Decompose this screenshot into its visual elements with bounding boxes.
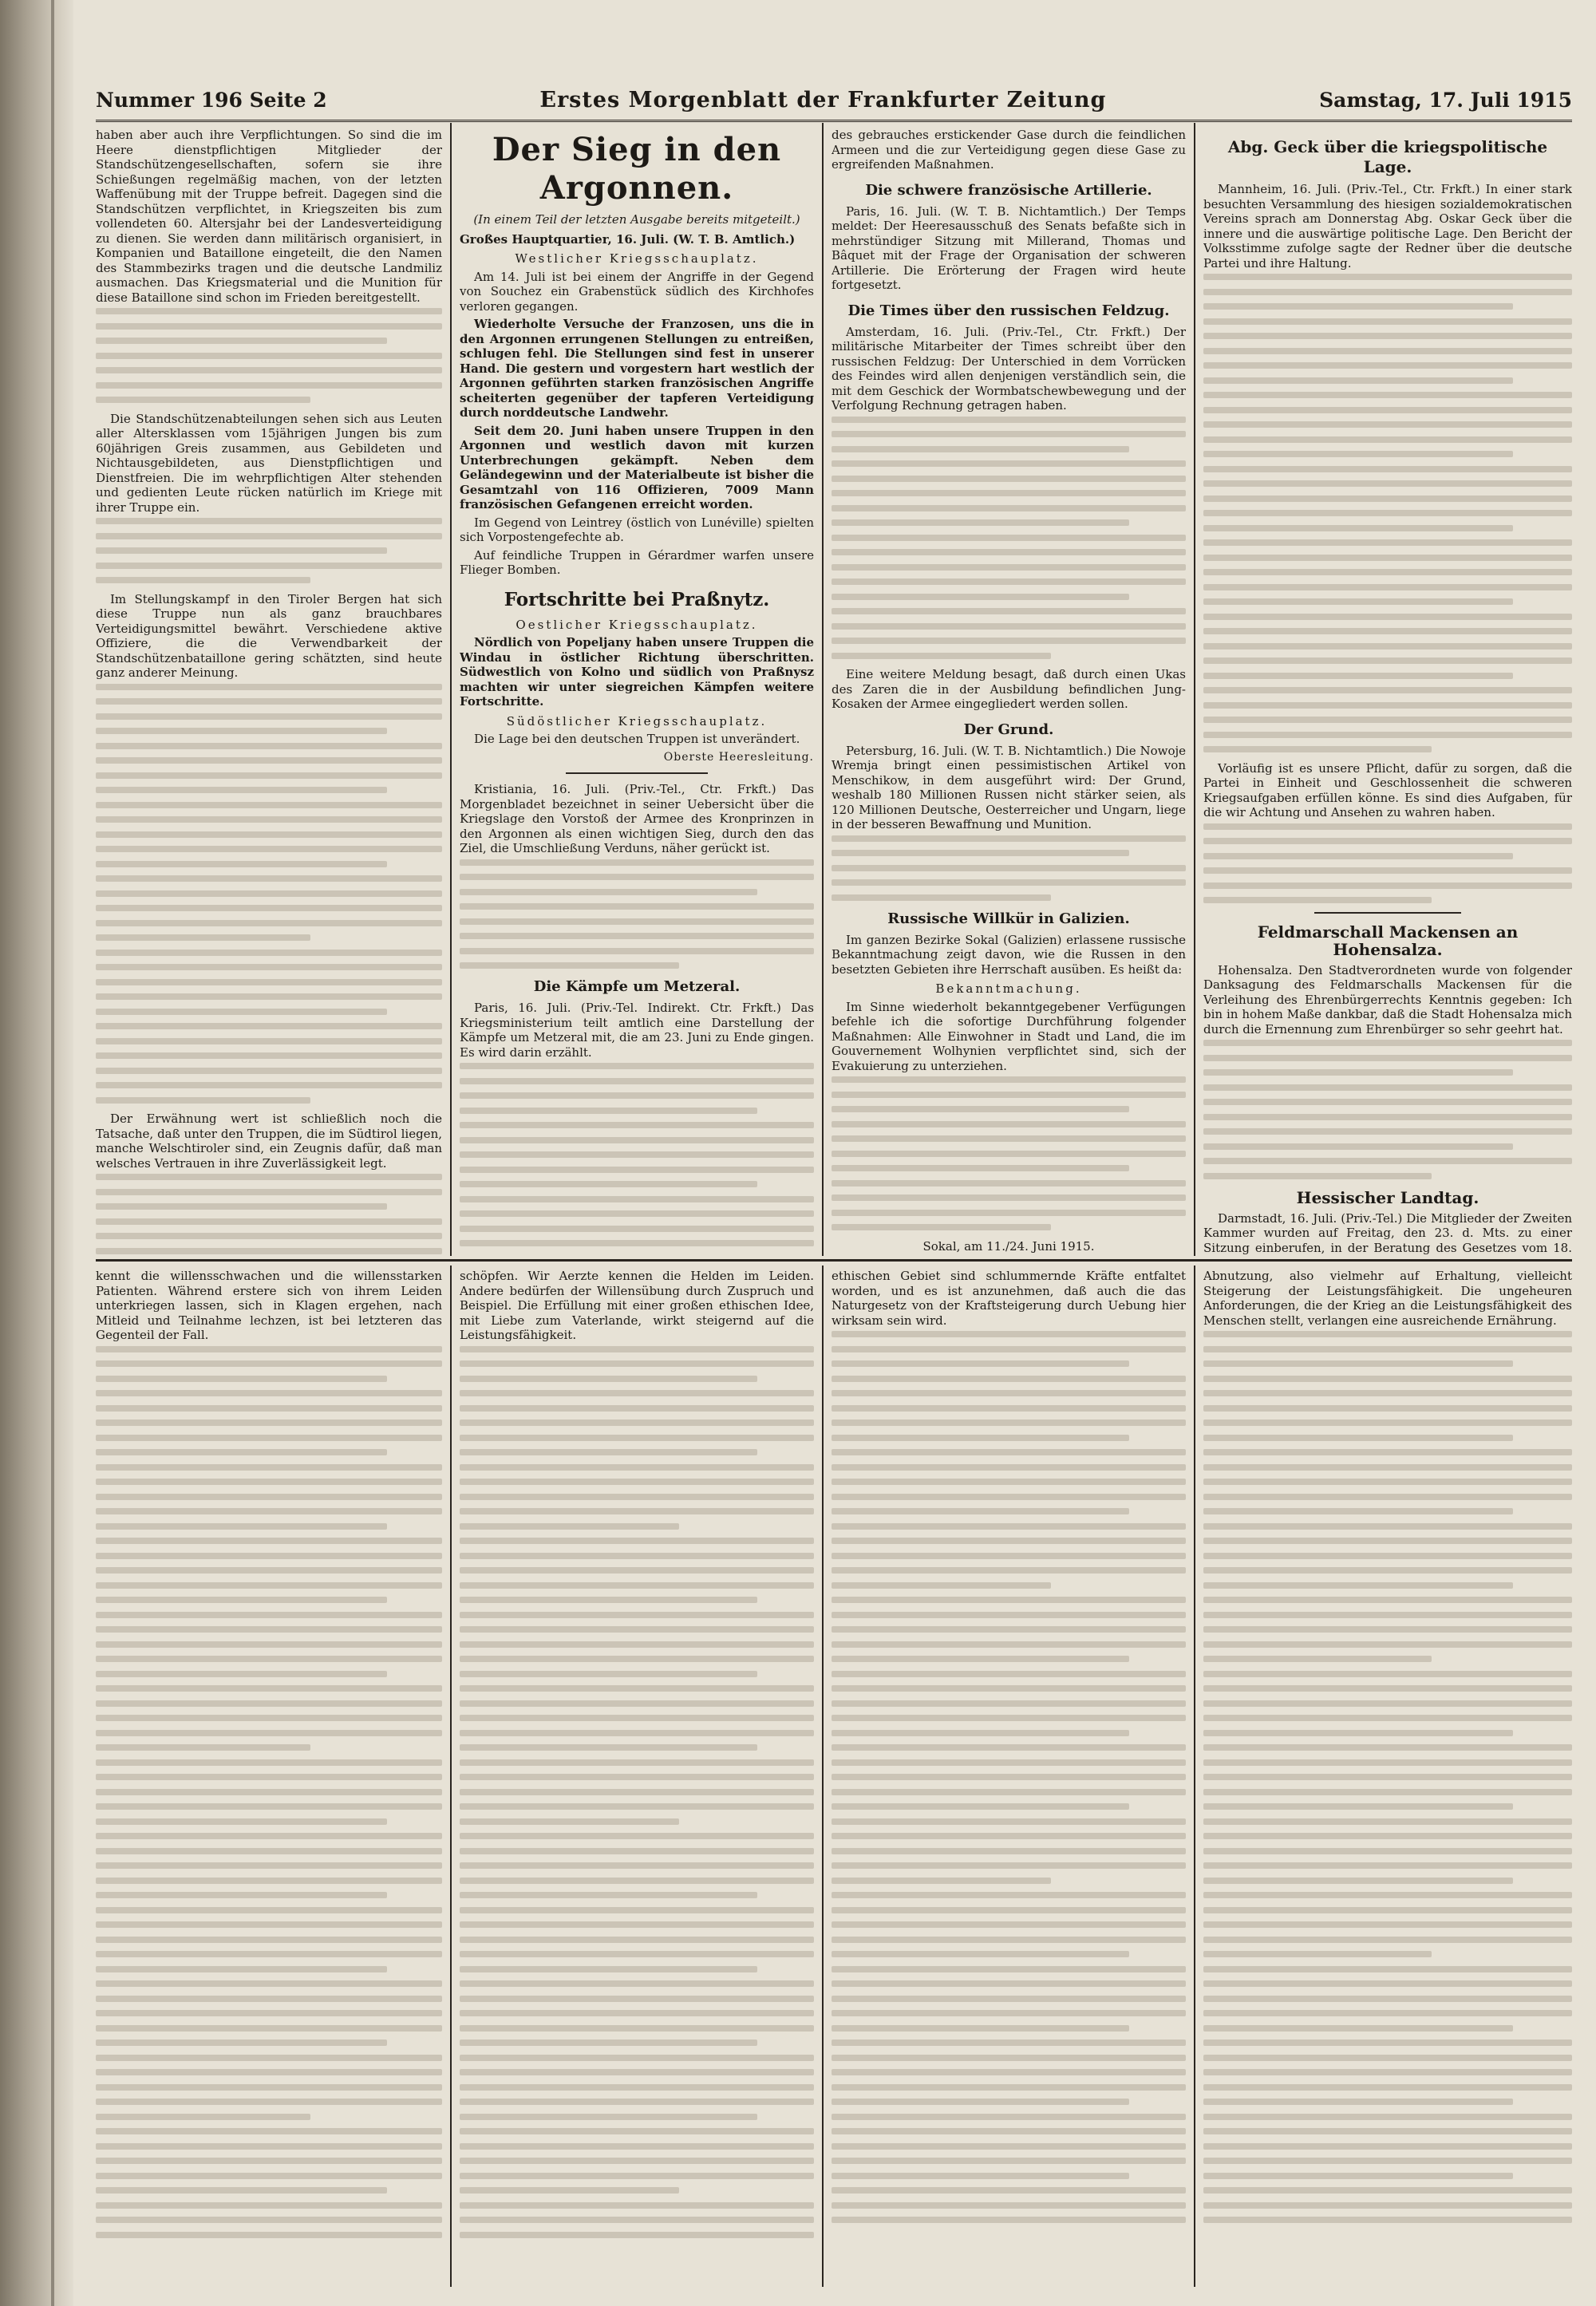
column-4 [1203, 128, 1572, 1254]
lower-column-1 [96, 1269, 442, 2282]
text-lines [1203, 823, 1572, 904]
article-headline: Hessischer Landtag. [1296, 1187, 1479, 1207]
article-headline: Russische Willkür in Galizien. [887, 910, 1130, 927]
issue-date: Samstag, 17. Juli 1915 [1319, 88, 1572, 112]
text-lines [96, 308, 442, 403]
article-text: Im Stellungskampf in den Tiroler Bergen hat sich diese Truppe nun als ganz brauchbares Verteidigungsmittel bewährt. Verschiedene aktive Offiziere, die die Verwendbarkeit der Standschützenbataillone gering schätzten, sind heute ganz anderer Meinung. [96, 591, 442, 680]
article-text: Amsterdam, 16. Juli. (Priv.-Tel., Ctr. Frkft.) Der militärische Mitarbeiter der Times schreibt über den russischen Feldzug: Der Unterschied in dem Vorrücken des Feindes wird allen denjenigen verständlich sein, die mit dem Geschick der Wormbatschewbewegung und der Verfolgung Rechnung getragen haben. [832, 324, 1186, 413]
theater-heading: Oestlicher Kriegsschauplatz. [516, 617, 758, 632]
separator [566, 772, 708, 774]
text-lines [460, 1063, 814, 1254]
article-text: Der Erwähnung wert ist schließlich noch die Tatsache, daß unter den Truppen, die im Südtirol liegen, manche Welschtiroler sind, ein Zeugnis dafür, daß man welsches Vertrauen in ihre Zuverlässigkeit legt. [96, 1112, 442, 1171]
article-text: Abnutzung, also vielmehr auf Erhaltung, vielleicht Steigerung der Leistungsfähigkeit. Die ungeheuren Anforderungen, die der Krieg an die Leistungsfähigkeit des Menschen stellt, verlangen eine ausreichende Ernährung. [1203, 1269, 1572, 1328]
text-lines [1203, 1331, 1572, 2223]
article-text: Wiederholte Versuche der Franzosen, uns die in den Argonnen errungenen Stellungen zu entreißen, schlugen fehl. Die Stellungen sind fest in unserer Hand. Die gestern und vorgestern hart westlich der Argonnen geführten starken französischen Angriffe scheiterten gegenüber der tapferen Verteidigung durch norddeutsche Landwehr. [460, 317, 814, 420]
article-text: Paris, 16. Juli. (Priv.-Tel. Indirekt. Ctr. Frkft.) Das Kriegsministerium teilt amtlich eine Darstellung der Kämpfe um Metzeral mit, die am 23. Juni zu Ende gingen. Es wird darin erzählt. [460, 1001, 814, 1060]
article-text: ethischen Gebiet sind schlummernde Kräfte entfaltet worden, und es ist anzunehmen, daß auch die das Naturgesetz von der Kraftsteigerung durch Uebung hier wirksam sein wird. [832, 1269, 1186, 1328]
column-3 [832, 128, 1186, 1254]
article-text: Am 14. Juli ist bei einem der Angriffe in der Gegend von Souchez ein Grabenstück südlich des Kirchhofes verloren gegangen. [460, 269, 814, 314]
text-lines [96, 684, 442, 1104]
text-lines [96, 1346, 442, 2238]
article-text: Hohensalza. Den Stadtverordneten wurde von folgender Danksagung des Feldmarschalls Mackensen für die Verleihung des Ehrenbürgerrechts Kenntnis gegeben: Ich bin in hohem Maße dankbar, daß die Stadt Hohensalza mich durch die Ernennung zum Ehrenbürger so sehr geehrt hat. [1203, 962, 1572, 1037]
theater-heading: Westlicher Kriegsschauplatz. [515, 251, 759, 266]
text-lines [832, 1076, 1186, 1230]
text-lines [832, 1331, 1186, 2223]
article-text: Auf feindliche Truppen in Gérardmer warfen unsere Flieger Bomben. [460, 547, 814, 577]
article-text: Kristiania, 16. Juli. (Priv.-Tel., Ctr. Frkft.) Das Morgenbladet bezeichnet in seiner Uebersicht über die Kriegslage den Vorstoß der Armee des Kronprinzen in den Argonnen als einen wichtigen Sieg, durch den das Ziel, die Umschließung Verduns, näher gerückt ist. [460, 782, 814, 855]
headline-note: (In einem Teil der letzten Ausgabe bereits mitgeteilt.) [473, 212, 800, 227]
article-headline: Feldmarschall Mackensen an Hohensalza. [1257, 922, 1519, 959]
article-text: des gebrauches erstickender Gase durch die feindlichen Armeen und die zur Verteidigung gegen diese Gase zu ergreifenden Maßnahmen. [832, 128, 1186, 172]
text-lines [460, 859, 814, 969]
column-rule [1194, 123, 1195, 1256]
article-text: Im ganzen Bezirke Sokal (Galizien) erlassene russische Bekanntmachung zeigt davon, wie die Russen in den besetzten Gebieten ihre Herrschaft ausüben. Es heißt da: [832, 932, 1186, 977]
article-text: Die Standschützenabteilungen sehen sich aus Leuten aller Altersklassen vom 15jährigen Jungen bis zum 60jährigen Greis zusammen, aus Gebildeten und Nichtausgebildeten, aus Dienstpflichtigen und Dienstfreien. Die im wehrpflichtigen Alter stehenden und gedienten Leute rücken natürlich im Kriege mit ihrer Truppe ein. [96, 411, 442, 515]
article-headline: Die schwere französische Artillerie. [865, 181, 1152, 199]
article-headline: Die Times über den russischen Feldzug. [847, 302, 1170, 319]
article-text: Paris, 16. Juli. (W. T. B. Nichtamtlich.) Der Temps meldet: Der Heeresausschuß des Senats befaßte sich in mehrstündiger Sitzung mit Millerand, Thomas und Bâquet mit der Frage der Organisation der schweren Artillerie. Die Erörterung der Fragen wird heute fortgesetzt. [832, 203, 1186, 292]
issue-number: Nummer 196 Seite 2 [96, 88, 327, 112]
article-signature: Oberste Heeresleitung. [663, 750, 814, 764]
article-text: Mannheim, 16. Juli. (Priv.-Tel., Ctr. Frkft.) In einer stark besuchten Versammlung des hiesigen sozialdemokratischen Vereins sprach am Donnerstag Abg. Oskar Geck über die innere und die auswärtige politische Lage. Den Bericht der Volksstimme zufolge sagte der Redner über die deutsche Partei und ihre Haltung. [1203, 182, 1572, 270]
article-text: Petersburg, 16. Juli. (W. T. B. Nichtamtlich.) Die Nowoje Wremja bringt einen pessimistischen Artikel von Menschikow, in dem ausgeführt wird: Der Grund, weshalb 180 Millionen Russen nicht stärker seien, als 120 Millionen Deutsche, Oesterreicher und Ungarn, liege in der besseren Bewaffnung und Munition. [832, 743, 1186, 831]
article-headline: Die Kämpfe um Metzeral. [533, 978, 741, 995]
text-lines [1203, 274, 1572, 752]
column-rule [822, 123, 824, 1256]
separator [1314, 912, 1462, 914]
column-rule [450, 123, 452, 1256]
article-text: Vorläufig ist es unsere Pflicht, dafür zu sorgen, daß die Partei in Einheit und Geschlossenheit die schweren Kriegsaufgaben erfüllen könne. Es sind dies Aufgaben, für die wir Achtung und Ansehen zu wahren haben. [1203, 760, 1572, 819]
binding-fold [51, 0, 54, 2306]
section-divider [96, 1259, 1572, 1262]
notice-heading: Bekanntmachung. [935, 981, 1082, 996]
main-headline: Der Sieg in den Argonnen. [492, 131, 782, 207]
dateline: Großes Hauptquartier, 16. Juli. (W. T. B. Amtlich.) [460, 231, 796, 247]
lower-column-2 [460, 1269, 814, 2282]
column-1 [96, 128, 442, 1254]
column-2 [460, 128, 814, 1254]
text-lines [832, 835, 1186, 901]
text-lines [460, 1346, 814, 2238]
article-text: kennt die willensschwachen und die willensstarken Patienten. Während erstere sich von ihrem Leiden unterkriegen lassen, sich in Klagen ergehen, nach Mitleid und Teilnahme lechzen, ist bei letzteren das Gegenteil der Fall. [96, 1269, 442, 1342]
article-headline: Der Grund. [963, 721, 1054, 738]
article-text: Eine weitere Meldung besagt, daß durch einen Ukas des Zaren die in der Ausbildung befindlichen Jung-Kosaken der Armee eingegliedert werden sollen. [832, 667, 1186, 711]
article-text: Nördlich von Popeljany haben unsere Truppen die Windau in östlicher Richtung überschritten. Südwestlich von Kolno und südlich von Praßnysz machten wir unter siegreichen Kämpfen weitere Fortschritte. [460, 635, 814, 709]
lower-column-4 [1203, 1269, 1572, 2282]
text-lines [96, 518, 442, 583]
theater-heading: Südöstlicher Kriegsschauplatz. [506, 713, 768, 729]
notice-place: Sokal, am 11./24. Juni 1915. [922, 1238, 1095, 1254]
article-text: Im Gegend von Leintrey (östlich von Lunéville) spielten sich Vorpostengefechte ab. [460, 515, 814, 544]
paper-title: Erstes Morgenblatt der Frankfurter Zeitung [539, 87, 1107, 113]
column-rule [450, 1266, 452, 2287]
article-text: schöpfen. Wir Aerzte kennen die Helden im Leiden. Andere bedürfen der Willensübung durch Zuspruch und Beispiel. Die Erfüllung mit einer großen ethischen Idee, mit Liebe zum Vaterlande, wirkt steigernd auf die Leistungsfähigkeit. [460, 1269, 814, 1342]
article-headline: Abg. Geck über die kriegspolitische Lage. [1227, 137, 1548, 176]
text-lines [1203, 1040, 1572, 1179]
newspaper-page [96, 80, 1572, 2290]
article-text: Seit dem 20. Juni haben unsere Truppen in den Argonnen und westlich davon mit kurzen Unterbrechungen gekämpft. Neben dem Geländegewinn und der Materialbeute ist bisher die Gesamtzahl von 116 Offizieren, 7009 Mann französischen Gefangenen erreicht worden. [460, 423, 814, 511]
article-headline: Fortschritte bei Praßnytz. [504, 588, 770, 610]
book-binding [0, 0, 73, 2306]
column-rule [822, 1266, 824, 2287]
column-rule [1194, 1266, 1195, 2287]
text-lines [96, 1174, 442, 1254]
article-text: Im Sinne wiederholt bekanntgegebener Verfügungen befehle ich die sofortige Durchführung folgender Maßnahmen: Alle Einwohner in Stadt und Land, die im Gouvernement Wolhynien verpflichtet sind, sich der Evakuierung zu unterziehen. [832, 999, 1186, 1073]
masthead [96, 80, 1572, 122]
lower-column-3 [832, 1269, 1186, 2282]
article-text: Darmstadt, 16. Juli. (Priv.-Tel.) Die Mitglieder der Zweiten Kammer wurden auf Freitag, den 23. d. Mts. zu einer Sitzung einberufen, in der Beratung des Gesetzes vom 18. [1203, 1210, 1572, 1254]
text-lines [832, 417, 1186, 659]
article-text: haben aber auch ihre Verpflichtungen. So sind die im Heere dienstpflichtigen Mitglieder der Standschützengesellschaften, sofern sie ihre Schießungen regelmäßig machen, von der letzten Waffenübung mit der Truppe befreit. Dagegen sind die Standschützen verpflichtet, in Kriegszeiten bis zum vollendeten 60. Altersjahr bei der Landesverteidigung zu dienen. Sie werden dann militärisch organisiert, in Kompanien und Bataillone eingeteilt, die den Namen des Stammbezirks tragen und die deutsche Landmiliz ausmachen. Das Kriegsmaterial und die Munition für diese Bataillone sind schon im Frieden bereitgestellt. [96, 128, 442, 305]
article-text: Die Lage bei den deutschen Truppen ist unverändert. [474, 732, 800, 746]
